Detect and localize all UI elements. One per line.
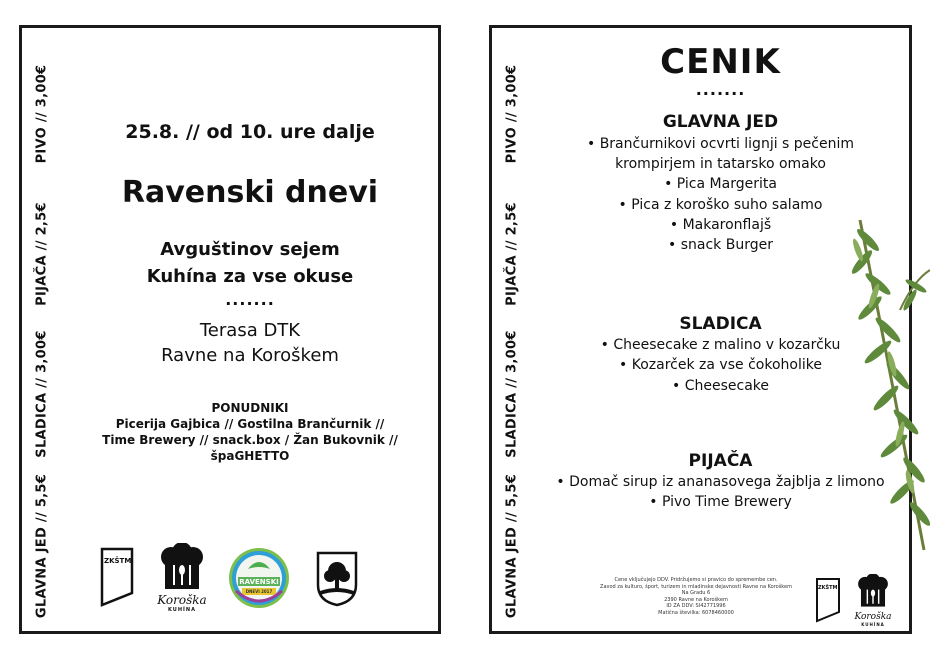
koroska-script: Koroška — [157, 593, 207, 607]
event-date: 25.8. // od 10. ure dalje — [125, 121, 375, 143]
footer-line: Na Gradu 6 — [681, 590, 711, 596]
zkstm-logo-text: ZKŠTM — [104, 557, 132, 565]
menu-item-continued: krompirjem in tatarsko omako — [615, 156, 826, 172]
footer-line: 2390 Ravne na Koroškem — [664, 596, 728, 603]
venue-town: Ravne na Koroškem — [161, 345, 339, 366]
ravenski-word: RAVENSKI — [239, 578, 279, 586]
menu-item: • Makaronflajš — [669, 217, 772, 233]
menu-item: • Cheesecake z malino v kozarčku — [600, 337, 841, 353]
event-tagline: Kuhína za vse okuse — [146, 266, 354, 287]
menu-title: CENIK — [660, 42, 781, 82]
price-strip — [22, 28, 62, 631]
menu-item: • Brančurnikovi ocvrti lignji s pečenim — [586, 136, 855, 152]
divider-dots: ....... — [695, 80, 746, 99]
footer-line: Matična številka: 6078460000 — [658, 609, 734, 616]
event-subtitle: Avguštinov sejem — [160, 239, 340, 260]
zkstm-logo — [100, 547, 134, 611]
menu-item: • Kozarček za vse čokoholike — [619, 357, 822, 373]
venue-name: Terasa DTK — [199, 320, 301, 341]
vendors-heading: PONUDNIKI — [211, 401, 289, 415]
rosemary-sprig — [840, 200, 930, 560]
zkstm-logo — [815, 577, 841, 627]
price-sladica: SLADICA // 3,00€ — [504, 330, 520, 458]
price-pivo: PIVO // 3,00€ — [504, 64, 520, 164]
menu-item: • snack Burger — [668, 237, 773, 253]
tree-shield-icon — [316, 551, 358, 607]
divider-dots: ....... — [225, 290, 275, 309]
footer-line: Cene vključujejo DDV. Pridržujemo si pravico do spremembe cen. — [614, 577, 778, 583]
koroska-script: Koroška — [854, 612, 892, 622]
section-pijaca: PIJAČA — [688, 451, 753, 471]
kuhina-word: KUHÍNA — [168, 607, 196, 613]
vendors-line: Time Brewery // snack.box / Žan Bukovnik // — [102, 433, 398, 447]
price-pijaca: PIJAČA // 2,5€ — [34, 202, 50, 306]
price-strip — [492, 28, 532, 631]
price-glavna-jed: GLAVNA JED // 5,5€ — [504, 473, 520, 619]
menu-item: • Domač sirup iz ananasovega žajblja z limono — [556, 474, 885, 490]
section-sladica: SLADICA — [679, 314, 762, 334]
event-poster — [19, 25, 441, 634]
price-pijaca: PIJAČA // 2,5€ — [504, 202, 520, 306]
coat-of-arms-logo — [316, 551, 358, 611]
legal-footer — [596, 577, 796, 616]
price-pivo: PIVO // 3,00€ — [34, 64, 50, 164]
menu-item: • Pivo Time Brewery — [649, 494, 792, 510]
vendors-line: špaGHETTO — [210, 449, 290, 463]
koroska-kuhina-logo — [848, 574, 898, 627]
price-glavna-jed: GLAVNA JED // 5,5€ — [34, 473, 50, 619]
menu-item: • Cheesecake — [672, 378, 769, 394]
vendors-line: Picerija Gajbica // Gostilna Brančurnik // — [115, 417, 385, 431]
event-title: Ravenski dnevi — [121, 175, 379, 210]
menu-item: • Pica z koroško suho salamo — [618, 197, 823, 213]
kuhina-word: KUHÍNA — [861, 622, 885, 627]
dnevi-year: DNEVI 2017 — [245, 589, 273, 594]
ravenski-dnevi-logo — [228, 547, 290, 613]
section-glavna-jed: GLAVNA JED — [662, 112, 779, 132]
koroska-kuhina-logo — [149, 543, 215, 613]
footer-line: Zavod za kulturo, šport, turizem in mladinske dejavnosti Ravne na Koroškem — [600, 583, 792, 590]
footer-line: ID ZA DDV: SI42771996 — [666, 603, 726, 609]
chef-hat-icon — [149, 543, 215, 591]
menu-item: • Pica Margerita — [664, 176, 777, 192]
price-sladica: SLADICA // 3,00€ — [34, 330, 50, 458]
chef-hat-icon — [848, 574, 898, 608]
zkstm-logo-text: ZKŠTM — [818, 585, 838, 591]
